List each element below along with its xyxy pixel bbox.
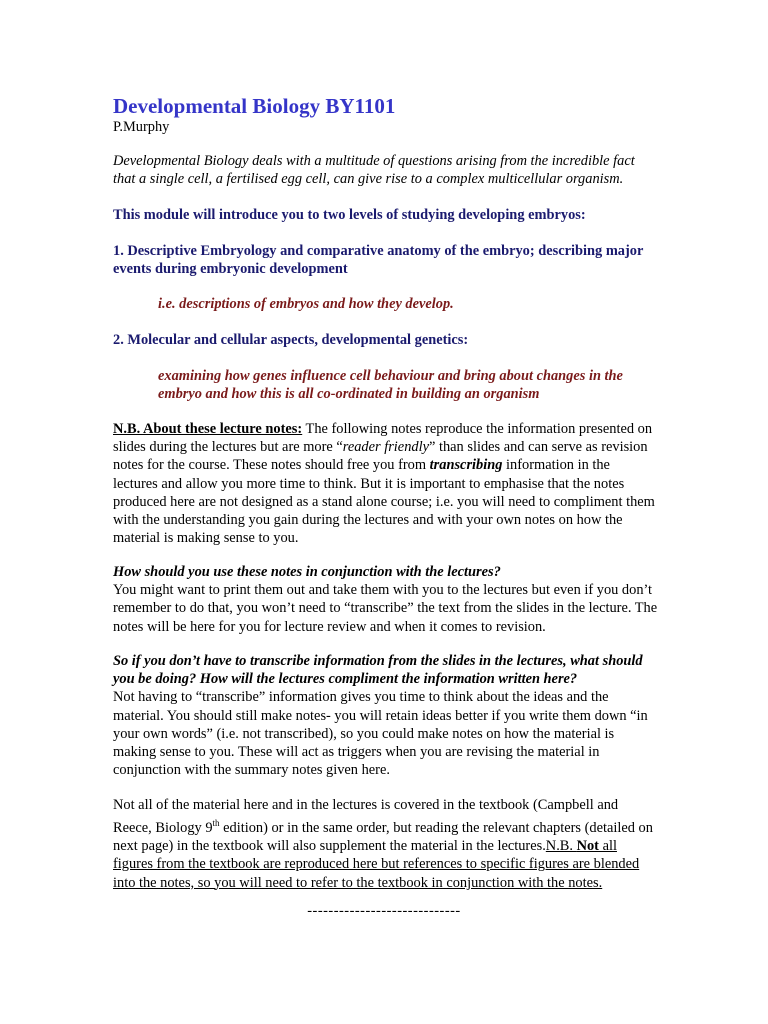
- textbook-text-2: edition) or in the same order, but reading the relevant chapters (detailed on next page) in the textbook will also supplement the material in the lectures.: [113, 820, 653, 855]
- nb-note-not: Not: [576, 838, 599, 855]
- question1-heading: How should you use these notes in conjunction with the lectures?: [113, 564, 501, 580]
- textbook-text-1: Not all of the material here and in the lectures is covered in the textbook (Campbell and Reece, Biology 9: [113, 797, 619, 836]
- author-name: P.Murphy: [113, 119, 170, 135]
- nb-note-rest: all figures from the textbook are reproduced here but references to specific figures are blended into the notes, so you will need to refer to the textbook in conjunction with the notes.: [113, 838, 640, 891]
- nb-text-1: The following notes reproduce the information presented on slides during the lectures but are more “: [113, 421, 653, 456]
- question1-section: [113, 563, 658, 636]
- level2-description: examining how genes influence cell behaviour and bring about changes in the embryo and how this is all co-ordinated in building an organism: [158, 368, 623, 403]
- nb-note-start: N.B.: [545, 838, 577, 855]
- textbook-paragraph: [113, 796, 658, 892]
- question2-body: Not having to “transcribe” information gives you time to think about the ideas and the material. You should still make notes- you will retain ideas better if you write them down “in your own words” (i.e. not transcribed), so you could make notes on how the material is making sense to you. These will act as triggers when you are revising the material in conjunction with the summary notes given here.: [113, 689, 648, 779]
- level2-heading: 2. Molecular and cellular aspects, developmental genetics:: [113, 332, 469, 348]
- nb-emphasis-reader-friendly: reader friendly: [342, 439, 429, 456]
- level1-heading: 1. Descriptive Embryology and comparative anatomy of the embryo; describing major events during embryonic development: [113, 243, 644, 278]
- edition-superscript: th: [212, 818, 220, 829]
- lecture-notes-paragraph: [113, 420, 658, 547]
- nb-emphasis-transcribing: transcribing: [429, 457, 503, 474]
- document-title: Developmental Biology BY1101: [113, 94, 396, 118]
- question1-body: You might want to print them out and take them with you to the lectures but even if you don’t remember to do that, you won’t need to “transcribe” the text from the slides in the lecture. The notes will be here for you for lecture review and when it comes to revision.: [113, 582, 658, 635]
- section-divider: -----------------------------: [307, 903, 461, 919]
- question2-heading: So if you don’t have to transcribe information from the slides in the lectures, what should you be doing? How will the lectures compliment the information written here?: [113, 653, 643, 688]
- nb-text-2: ” than slides and can serve as revision notes for the course. These notes should free you from: [113, 439, 648, 474]
- module-intro: This module will introduce you to two levels of studying developing embryos:: [113, 207, 586, 223]
- nb-label: N.B. About these lecture notes:: [113, 421, 303, 437]
- level1-description: i.e. descriptions of embryos and how they develop.: [158, 296, 454, 312]
- question2-section: [113, 652, 658, 779]
- nb-text-3: information in the lectures and allow you more time to think. But it is important to emphasise that the notes produced here are not designed as a stand alone course; i.e. you will need to compliment them with the understanding you gain during the lectures and with your own notes on how the material is making sense to you.: [113, 457, 655, 547]
- intro-paragraph: Developmental Biology deals with a multitude of questions arising from the incredible fact that a single cell, a fertilised egg cell, can give rise to a complex multicellular organism.: [113, 153, 635, 188]
